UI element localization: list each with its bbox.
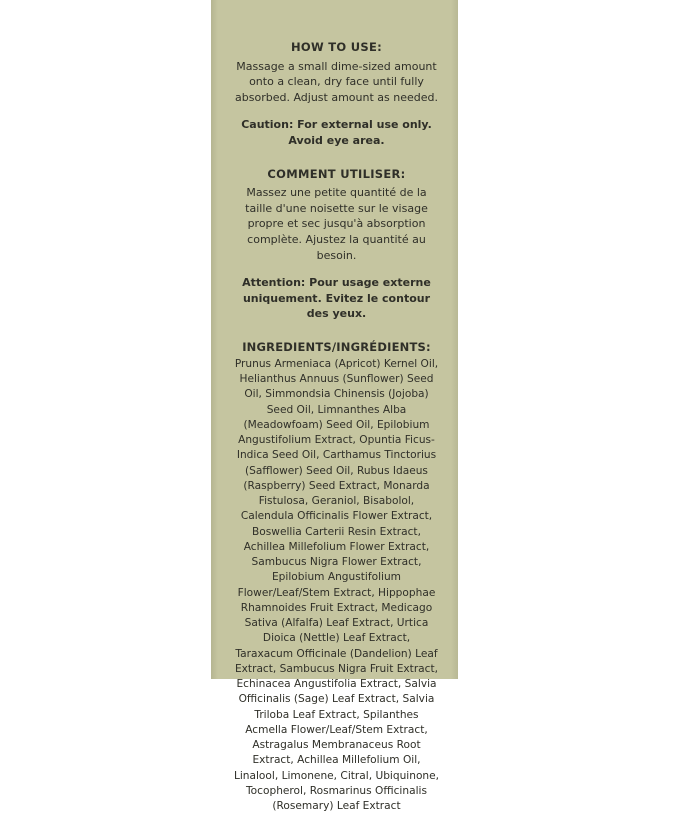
how-to-use-section — [233, 40, 440, 105]
how-to-use-body: Massage a small dime-sized amount onto a clean, dry face until fully absorbed. Adjust amount as needed. — [235, 59, 438, 104]
comment-utiliser-body: Massez une petite quantité de la taille d'une noisette sur le visage propre et sec jusqu'à absorption complète. Ajustez la quantité au besoin. — [245, 186, 428, 262]
how-to-use-caution: Caution: For external use only. Avoid eye area. — [241, 118, 432, 147]
ingredients-list: Prunus Armeniaca (Apricot) Kernel Oil, Helianthus Annuus (Sunflower) Seed Oil, Simmondsia Chinensis (Jojoba) Seed Oil, Limnanthes Alba (Meadowfoam) Seed Oil, Epilobium Angustifolium Extract, Opuntia Ficus-Indica Seed Oil, Carthamus Tinctorius (Safflower) Seed Oil, Rubus Idaeus (Raspberry) Seed Extract, Monarda Fistulosa, Geraniol, Bisabolol, Calendula Officinalis Flower Extract, Boswellia Carterii Resin Extract, Achillea Millefolium Flower Extract, Sambucus Nigra Flower Extract, Epilobium Angustifolium Flower/Leaf/Stem Extract, Hippophae Rhamnoides Fruit Extract, Medicago Sativa (Alfalfa) Leaf Extract, Urtica Dioica (Nettle) Leaf Extract, Taraxacum Officinale (Dandelion) Leaf Extract, Sambucus Nigra Fruit Extract, Echinacea Angustifolia Extract, Salvia Officinalis (Sage) Leaf Extract, Salvia Triloba Leaf Extract, Spilanthes Acmella Flower/Leaf/Stem Extract, Astragalus Membranaceus Root Extract, Achillea Millefolium Oil, Linalool, Limonene, Citral, Ubiquinone, Tocopherol, Rosmarinus Officinalis (Rosemary) Leaf Extract — [233, 357, 440, 813]
spacer — [233, 322, 440, 340]
spacer — [233, 105, 440, 117]
ingredients-section — [233, 340, 440, 814]
carton-back-panel — [211, 0, 458, 813]
how-to-use-title: HOW TO USE: — [290, 40, 383, 54]
spacer — [233, 263, 440, 275]
ingredients-title: INGREDIENTS/INGRÉDIENTS: — [242, 339, 431, 354]
comment-utiliser-caution: Attention: Pour usage externe uniquement. Evitez le contour des yeux. — [242, 276, 431, 321]
spacer — [233, 149, 440, 167]
comment-utiliser-title: COMMENT UTILISER: — [267, 166, 406, 181]
label-content — [233, 40, 440, 814]
comment-utiliser-section — [233, 167, 440, 264]
